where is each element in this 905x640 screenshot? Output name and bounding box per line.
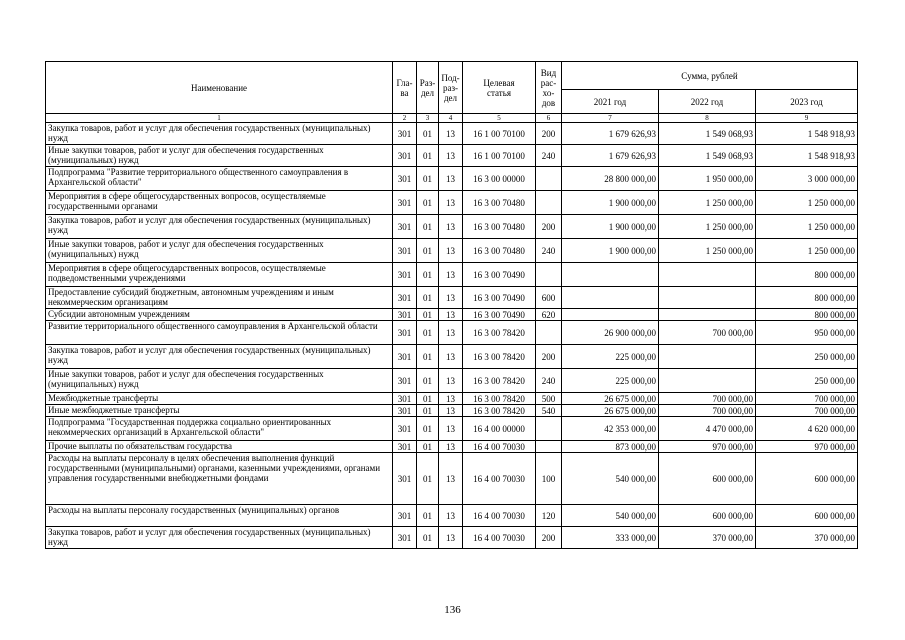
cell-name: Иные закупки товаров, работ и услуг для обеспечения государственных (муниципальных) нужд	[46, 145, 393, 167]
page-number: 136	[444, 604, 461, 616]
cell-y2021: 1 679 626,93	[562, 123, 659, 145]
cell-ch: 301	[393, 145, 417, 167]
cell-y2021: 1 900 000,00	[562, 191, 659, 215]
cell-sec: 01	[417, 393, 439, 405]
table-row	[46, 145, 858, 167]
cell-y2023: 1 250 000,00	[756, 191, 858, 215]
cell-sub: 13	[439, 405, 463, 417]
cell-y2021	[562, 309, 659, 321]
table-row	[46, 321, 858, 345]
cell-target: 16 1 00 70100	[463, 145, 536, 167]
col-index: 7	[562, 114, 659, 123]
cell-y2022: 1 250 000,00	[659, 239, 756, 263]
col-index: 5	[463, 114, 536, 123]
cell-ch: 301	[393, 287, 417, 309]
cell-sec: 01	[417, 145, 439, 167]
cell-name: Подпрограмма "Развитие территориального общественного самоуправления в Архангельской области"	[46, 167, 393, 191]
cell-y2022	[659, 263, 756, 287]
cell-y2023: 800 000,00	[756, 309, 858, 321]
budget-table	[45, 61, 858, 549]
cell-name: Закупка товаров, работ и услуг для обеспечения государственных (муниципальных) нужд	[46, 215, 393, 239]
table-row	[46, 263, 858, 287]
cell-ch: 301	[393, 345, 417, 369]
cell-target: 16 4 00 70030	[463, 527, 536, 549]
col-index: 8	[659, 114, 756, 123]
cell-y2021: 540 000,00	[562, 505, 659, 527]
cell-y2022: 1 250 000,00	[659, 215, 756, 239]
cell-y2022: 4 470 000,00	[659, 417, 756, 441]
cell-name: Предоставление субсидий бюджетным, автономным учреждениям и иным некоммерческим организациям	[46, 287, 393, 309]
cell-sec: 01	[417, 405, 439, 417]
cell-type: 540	[536, 405, 562, 417]
cell-y2022: 1 950 000,00	[659, 167, 756, 191]
table-row	[46, 239, 858, 263]
cell-name: Развитие территориального общественного самоуправления в Архангельской области	[46, 321, 393, 345]
cell-type: 240	[536, 145, 562, 167]
table-row	[46, 309, 858, 321]
table-row	[46, 417, 858, 441]
cell-y2023: 600 000,00	[756, 505, 858, 527]
cell-type: 200	[536, 345, 562, 369]
cell-sec: 01	[417, 345, 439, 369]
cell-sub: 13	[439, 453, 463, 505]
cell-y2023: 700 000,00	[756, 405, 858, 417]
column-index-row	[46, 114, 858, 123]
cell-y2021	[562, 287, 659, 309]
cell-y2022: 970 000,00	[659, 441, 756, 453]
cell-target: 16 3 00 78420	[463, 405, 536, 417]
col-index: 1	[46, 114, 393, 123]
cell-y2021: 26 675 000,00	[562, 393, 659, 405]
cell-y2023: 1 250 000,00	[756, 215, 858, 239]
cell-y2021: 1 900 000,00	[562, 215, 659, 239]
cell-y2023: 4 620 000,00	[756, 417, 858, 441]
cell-target: 16 4 00 70030	[463, 453, 536, 505]
cell-sec: 01	[417, 215, 439, 239]
cell-target: 16 3 00 70480	[463, 239, 536, 263]
col-index: 6	[536, 114, 562, 123]
cell-target: 16 1 00 70100	[463, 123, 536, 145]
cell-type: 240	[536, 369, 562, 393]
cell-sub: 13	[439, 345, 463, 369]
cell-ch: 301	[393, 263, 417, 287]
cell-sub: 13	[439, 393, 463, 405]
cell-type: 200	[536, 123, 562, 145]
header-2021: 2021 год	[562, 90, 659, 114]
cell-y2023: 1 548 918,93	[756, 123, 858, 145]
cell-y2021: 333 000,00	[562, 527, 659, 549]
cell-name: Мероприятия в сфере общегосударственных вопросов, осуществляемые подведомственными учреждениями	[46, 263, 393, 287]
cell-ch: 301	[393, 393, 417, 405]
cell-ch: 301	[393, 123, 417, 145]
cell-sub: 13	[439, 369, 463, 393]
cell-sub: 13	[439, 191, 463, 215]
cell-name: Расходы на выплаты персоналу в целях обеспечения выполнения функций государственными (муниципальными) органами, казенными учреждениями, органами управления государственными внебюджетными фондами	[46, 453, 393, 505]
table-row	[46, 123, 858, 145]
cell-y2023: 950 000,00	[756, 321, 858, 345]
cell-sub: 13	[439, 263, 463, 287]
cell-sec: 01	[417, 453, 439, 505]
cell-y2022: 600 000,00	[659, 505, 756, 527]
header-sum: Сумма, рублей	[562, 62, 858, 90]
cell-sec: 01	[417, 191, 439, 215]
cell-target: 16 3 00 70490	[463, 309, 536, 321]
cell-name: Закупка товаров, работ и услуг для обеспечения государственных (муниципальных) нужд	[46, 123, 393, 145]
cell-type: 240	[536, 239, 562, 263]
cell-y2023: 970 000,00	[756, 441, 858, 453]
cell-ch: 301	[393, 309, 417, 321]
cell-y2022: 700 000,00	[659, 321, 756, 345]
cell-y2022	[659, 309, 756, 321]
cell-y2023: 700 000,00	[756, 393, 858, 405]
cell-name: Иные закупки товаров, работ и услуг для обеспечения государственных (муниципальных) нужд	[46, 369, 393, 393]
cell-ch: 301	[393, 405, 417, 417]
cell-sec: 01	[417, 505, 439, 527]
cell-sec: 01	[417, 321, 439, 345]
cell-type	[536, 263, 562, 287]
cell-y2023: 800 000,00	[756, 287, 858, 309]
cell-ch: 301	[393, 215, 417, 239]
cell-sub: 13	[439, 441, 463, 453]
cell-target: 16 3 00 70490	[463, 263, 536, 287]
cell-sec: 01	[417, 309, 439, 321]
cell-y2021: 26 900 000,00	[562, 321, 659, 345]
header-2023: 2023 год	[756, 90, 858, 114]
cell-y2021: 225 000,00	[562, 345, 659, 369]
cell-sec: 01	[417, 123, 439, 145]
cell-sec: 01	[417, 287, 439, 309]
cell-target: 16 4 00 70030	[463, 505, 536, 527]
cell-y2022: 700 000,00	[659, 405, 756, 417]
cell-y2023: 250 000,00	[756, 345, 858, 369]
header-chapter: Гла- ва	[393, 62, 417, 114]
cell-name: Иные закупки товаров, работ и услуг для обеспечения государственных (муниципальных) нужд	[46, 239, 393, 263]
cell-sec: 01	[417, 369, 439, 393]
cell-y2021: 873 000,00	[562, 441, 659, 453]
cell-sub: 13	[439, 309, 463, 321]
cell-y2022: 600 000,00	[659, 453, 756, 505]
cell-y2021	[562, 263, 659, 287]
cell-name: Прочие выплаты по обязательствам государства	[46, 441, 393, 453]
header-name: Наименование	[46, 62, 393, 114]
cell-name: Межбюджетные трансферты	[46, 393, 393, 405]
cell-sec: 01	[417, 417, 439, 441]
cell-sec: 01	[417, 441, 439, 453]
table-row	[46, 505, 858, 527]
table-row	[46, 369, 858, 393]
cell-ch: 301	[393, 527, 417, 549]
cell-target: 16 3 00 70480	[463, 191, 536, 215]
cell-type	[536, 167, 562, 191]
cell-ch: 301	[393, 167, 417, 191]
table-row	[46, 393, 858, 405]
cell-y2023: 1 548 918,93	[756, 145, 858, 167]
cell-sub: 13	[439, 321, 463, 345]
cell-name: Закупка товаров, работ и услуг для обеспечения государственных (муниципальных) нужд	[46, 345, 393, 369]
cell-y2021: 1 900 000,00	[562, 239, 659, 263]
cell-type: 620	[536, 309, 562, 321]
cell-ch: 301	[393, 369, 417, 393]
table-row	[46, 345, 858, 369]
cell-type	[536, 191, 562, 215]
cell-y2021: 26 675 000,00	[562, 405, 659, 417]
col-index: 9	[756, 114, 858, 123]
cell-sec: 01	[417, 527, 439, 549]
cell-sec: 01	[417, 167, 439, 191]
cell-target: 16 4 00 00000	[463, 417, 536, 441]
cell-sub: 13	[439, 215, 463, 239]
cell-sub: 13	[439, 167, 463, 191]
cell-type: 200	[536, 527, 562, 549]
header-expense-type: Вид рас- хо- дов	[536, 62, 562, 114]
cell-target: 16 3 00 78420	[463, 345, 536, 369]
cell-type	[536, 441, 562, 453]
cell-y2021: 1 679 626,93	[562, 145, 659, 167]
cell-type	[536, 417, 562, 441]
col-index: 2	[393, 114, 417, 123]
cell-target: 16 3 00 78420	[463, 369, 536, 393]
cell-ch: 301	[393, 239, 417, 263]
table-row	[46, 527, 858, 549]
cell-sub: 13	[439, 417, 463, 441]
cell-y2023: 250 000,00	[756, 369, 858, 393]
cell-type: 600	[536, 287, 562, 309]
cell-sub: 13	[439, 145, 463, 167]
table-row	[46, 287, 858, 309]
table-row	[46, 441, 858, 453]
cell-y2023: 600 000,00	[756, 453, 858, 505]
cell-y2023: 3 000 000,00	[756, 167, 858, 191]
table-row	[46, 405, 858, 417]
cell-y2022	[659, 287, 756, 309]
cell-sub: 13	[439, 287, 463, 309]
cell-type: 200	[536, 215, 562, 239]
cell-sec: 01	[417, 239, 439, 263]
cell-target: 16 3 00 70480	[463, 215, 536, 239]
cell-sub: 13	[439, 505, 463, 527]
cell-target: 16 3 00 78420	[463, 393, 536, 405]
cell-name: Расходы на выплаты персоналу государственных (муниципальных) органов	[46, 505, 393, 527]
cell-y2021: 540 000,00	[562, 453, 659, 505]
cell-y2022: 1 549 068,93	[659, 145, 756, 167]
cell-y2022: 370 000,00	[659, 527, 756, 549]
cell-type: 500	[536, 393, 562, 405]
cell-sub: 13	[439, 239, 463, 263]
cell-name: Субсидии автономным учреждениям	[46, 309, 393, 321]
cell-target: 16 3 00 78420	[463, 321, 536, 345]
col-index: 4	[439, 114, 463, 123]
cell-y2021: 28 800 000,00	[562, 167, 659, 191]
cell-y2021: 225 000,00	[562, 369, 659, 393]
cell-ch: 301	[393, 191, 417, 215]
cell-target: 16 3 00 70490	[463, 287, 536, 309]
cell-ch: 301	[393, 505, 417, 527]
cell-name: Закупка товаров, работ и услуг для обеспечения государственных (муниципальных) нужд	[46, 527, 393, 549]
cell-y2022: 1 250 000,00	[659, 191, 756, 215]
header-target: Целевая статья	[463, 62, 536, 114]
cell-ch: 301	[393, 321, 417, 345]
cell-sub: 13	[439, 527, 463, 549]
cell-ch: 301	[393, 453, 417, 505]
cell-target: 16 3 00 00000	[463, 167, 536, 191]
cell-y2021: 42 353 000,00	[562, 417, 659, 441]
cell-y2023: 370 000,00	[756, 527, 858, 549]
cell-type: 100	[536, 453, 562, 505]
cell-y2023: 1 250 000,00	[756, 239, 858, 263]
cell-sub: 13	[439, 123, 463, 145]
cell-sec: 01	[417, 263, 439, 287]
cell-y2022	[659, 369, 756, 393]
header-2022: 2022 год	[659, 90, 756, 114]
cell-y2022: 700 000,00	[659, 393, 756, 405]
cell-ch: 301	[393, 417, 417, 441]
table-row	[46, 453, 858, 505]
cell-type	[536, 321, 562, 345]
cell-ch: 301	[393, 441, 417, 453]
cell-target: 16 4 00 70030	[463, 441, 536, 453]
header-section: Раз- дел	[417, 62, 439, 114]
header-subsection: Под- раз- дел	[439, 62, 463, 114]
cell-name: Иные межбюджетные трансферты	[46, 405, 393, 417]
cell-name: Мероприятия в сфере общегосударственных вопросов, осуществляемые государственными органами	[46, 191, 393, 215]
table-row	[46, 167, 858, 191]
cell-y2022: 1 549 068,93	[659, 123, 756, 145]
cell-type: 120	[536, 505, 562, 527]
cell-y2023: 800 000,00	[756, 263, 858, 287]
cell-name: Подпрограмма "Государственная поддержка социально ориентированных некоммерческих организаций в Архангельской области"	[46, 417, 393, 441]
col-index: 3	[417, 114, 439, 123]
cell-y2022	[659, 345, 756, 369]
table-row	[46, 215, 858, 239]
table-row	[46, 191, 858, 215]
